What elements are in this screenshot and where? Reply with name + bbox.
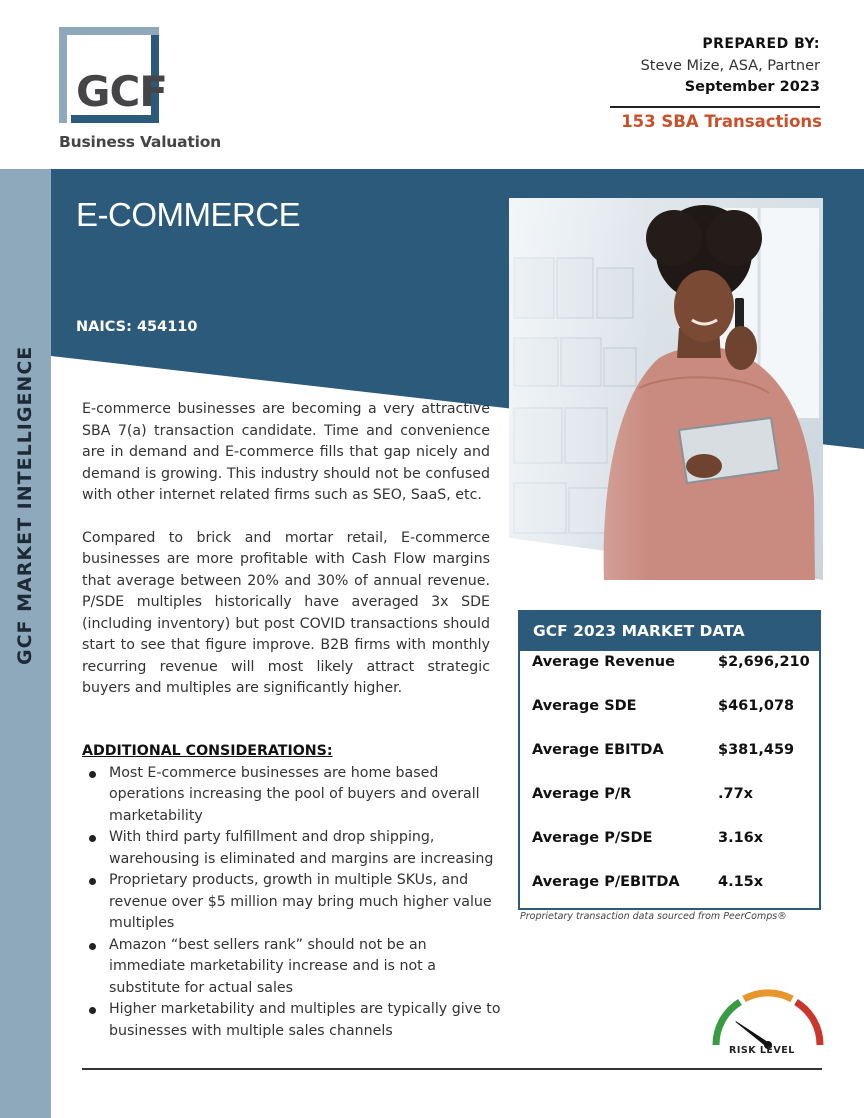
row-value: .77x: [718, 786, 754, 802]
table-row: [520, 783, 819, 827]
logo-text: GCF: [76, 67, 167, 116]
row-label: Average EBITDA: [532, 742, 664, 758]
prepared-label: PREPARED BY:: [702, 36, 820, 52]
list-item: Amazon “best sellers rank” should not be an immediate marketability increase and is not a substitute for actual sales: [82, 935, 502, 1000]
row-label: Average P/R: [532, 786, 632, 802]
intro-paragraph: Compared to brick and mortar retail, E-commerce businesses are more profitable with Cash Flow margins that average between 20% and 30% of annual revenue. P/SDE multiples historically have averaged 3x SDE (including inventory) but post COVID transactions should start to see that figure improve. B2B firms with monthly recurring revenue will most likely attract strategic buyers and multiples are significantly higher.: [82, 529, 490, 696]
considerations-list: [82, 763, 502, 1043]
table-row: [520, 739, 819, 783]
list-item: Most E-commerce businesses are home based operations increasing the pool of buyers and overall marketability: [82, 763, 502, 828]
market-data-table: [518, 610, 821, 910]
row-value: 3.16x: [718, 830, 764, 846]
transaction-count: 153 SBA Transactions: [621, 112, 822, 131]
table-row: [520, 695, 819, 739]
bottom-divider: [82, 1068, 822, 1070]
sidebar: [0, 169, 51, 1118]
row-value: 4.15x: [718, 874, 764, 890]
list-item: With third party fulfillment and drop shipping, warehousing is eliminated and margins are increasing: [82, 827, 502, 870]
list-item: Higher marketability and multiples are typically give to businesses with multiple sales channels: [82, 999, 502, 1042]
table-row: [520, 871, 819, 915]
row-value: $381,459: [718, 742, 795, 758]
prepared-name: Steve Mize, ASA, Partner: [640, 58, 820, 74]
gcf-logo: [59, 27, 229, 157]
row-label: Average SDE: [532, 698, 637, 714]
market-data-title: GCF 2023 MARKET DATA: [520, 612, 819, 651]
naics-code: NAICS: 454110: [76, 319, 198, 335]
report-date: September 2023: [684, 79, 820, 95]
row-label: Average P/EBITDA: [532, 874, 680, 890]
row-value: $2,696,210: [718, 654, 810, 670]
header-divider: [610, 106, 820, 108]
considerations-title: ADDITIONAL CONSIDERATIONS:: [82, 743, 333, 759]
prepared-by-block: [560, 36, 820, 95]
intro-text: [82, 399, 490, 721]
table-row: [520, 827, 819, 871]
intro-paragraph: E-commerce businesses are becoming a very attractive SBA 7(a) transaction candidate. Time and convenience are in demand and E-commerce fills that gap nicely and demand is growing. This industry should not be confused with other internet related firms such as SEO, SaaS, etc.: [82, 401, 490, 503]
data-source-note: Proprietary transaction data sourced from PeerComps®: [520, 911, 787, 922]
row-label: Average Revenue: [532, 654, 675, 670]
row-label: Average P/SDE: [532, 830, 653, 846]
page-title: E-COMMERCE: [76, 196, 301, 233]
risk-level-label: RISK LEVEL: [729, 1045, 795, 1056]
additional-considerations: [82, 741, 502, 1042]
woman-on-phone-photo: [509, 198, 823, 580]
row-value: $461,078: [718, 698, 795, 714]
logo-subtitle: Business Valuation: [59, 133, 222, 151]
sidebar-label: GCF MARKET INTELLIGENCE: [14, 345, 36, 665]
list-item: Proprietary products, growth in multiple SKUs, and revenue over $5 million may bring much higher value multiples: [82, 870, 502, 935]
table-row: [520, 651, 819, 695]
